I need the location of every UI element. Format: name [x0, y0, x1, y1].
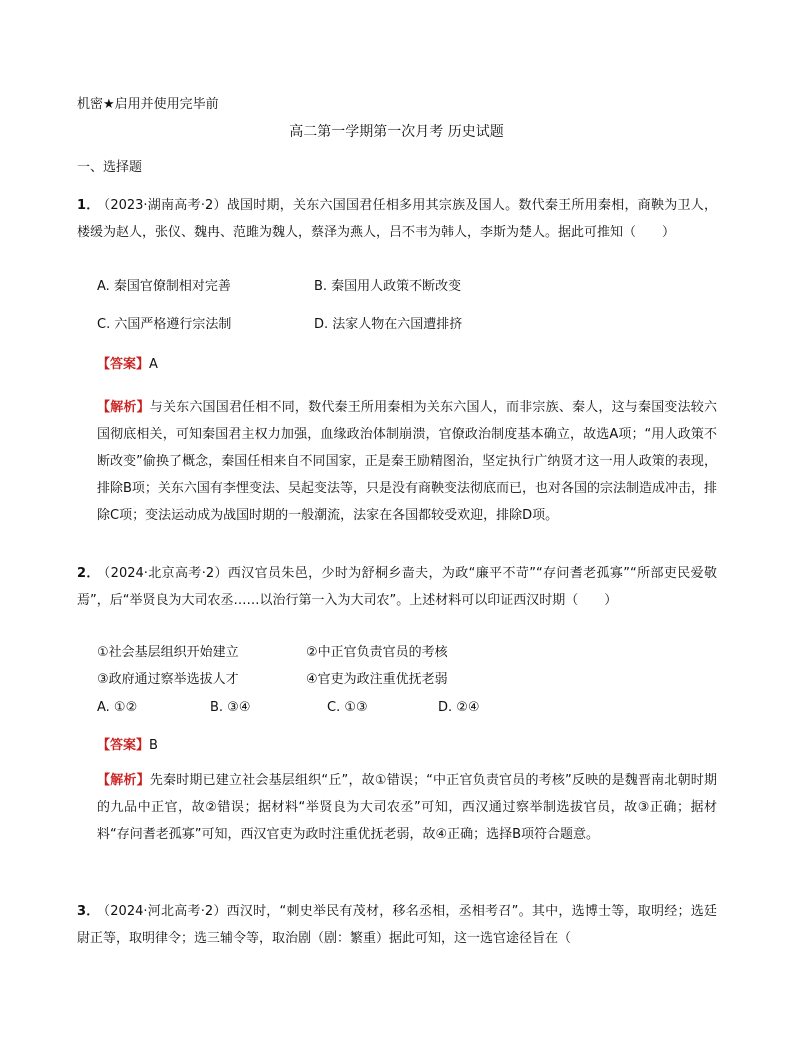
option-a[interactable]: A. 秦国官僚制相对完善 — [97, 279, 231, 294]
question-text: （2024·北京高考·2）西汉官员朱邑，少时为舒桐乡啬夫，为政“廉平不苛”“存问耆老孤寡”“所部吏民爱敬焉”，后“举贤良为大司农丞……以治行第一入为大司农”。上述材料可以印证西汉时期（ ） — [77, 566, 718, 608]
analysis-text: 先秦时期已建立社会基层组织“丘”，故①错误；“中正官负责官员的考核”反映的是魏晋南北朝时期的九品中正官，故②错误；据材料“举贤良为大司农丞”可知，西汉通过察举制选拔官员，故③正确；据材料“存问耆老孤寡”可知，西汉官吏为政时注重优抚老弱，故④正确；选择B项符合题意。 — [97, 773, 717, 842]
analysis-block — [77, 767, 717, 848]
question-text: （2023·湖南高考·2）战国时期，关东六国国君任相多用其宗族及国人。数代秦王所用秦相，商鞅为卫人，楼缓为赵人，张仪、魏冉、范雎为魏人，蔡泽为燕人，吕不韦为韩人，李斯为楚人。据此可推知（ ） — [77, 198, 717, 240]
answer-line — [97, 736, 158, 756]
question-text: （2024·河北高考·2）西汉时，“刺史举民有茂材，移名丞相，丞相考召”。其中，选博士等，取明经；选廷尉正等，取明律令；选三辅令等，取治剧（剧：繁重）据此可知，这一选官途径旨在（ — [77, 904, 717, 946]
statement-4: ④官吏为政注重优抚老弱 — [306, 672, 448, 687]
analysis-text: 与关东六国国君任相不同，数代秦王所用秦相为关东六国人，而非宗族、秦人，这与秦国变法较六国彻底相关，可知秦国君主权力加强，血缘政治体制崩溃，官僚政治制度基本确立，故选A项；“用人政策不断改变”偷换了概念，秦国任相来自不同国家，正是秦王励精图治，坚定执行广纳贤才这一用人政策的表现，排除B项；关东六国有李悝变法、吴起变法等，只是没有商鞅变法彻底而已，也对各国的宗法制造成冲击，排除C项；变法运动成为战国时期的一般潮流，法家在各国都较受欢迎，排除D项。 — [97, 400, 717, 523]
option-d[interactable]: D. ②④ — [438, 700, 480, 715]
option-c[interactable]: C. ①③ — [327, 700, 368, 715]
option-b[interactable]: B. 秦国用人政策不断改变 — [314, 279, 462, 294]
option-c[interactable]: C. 六国严格遵行宗法制 — [97, 317, 232, 332]
statement-1: ①社会基层组织开始建立 — [97, 645, 239, 660]
section-heading: 一、选择题 — [77, 160, 143, 175]
answer-label: 【答案】 — [97, 738, 150, 753]
statement-2: ②中正官负责官员的考核 — [306, 645, 448, 660]
answer-line — [97, 355, 158, 375]
analysis-label: 【解析】 — [97, 773, 150, 788]
question-number: 2． — [77, 566, 100, 581]
answer-label: 【答案】 — [97, 357, 150, 372]
question-number: 3． — [77, 904, 100, 919]
statement-3: ③政府通过察举选拔人才 — [97, 672, 239, 687]
option-b[interactable]: B. ③④ — [210, 700, 251, 715]
answer-value: A — [149, 357, 158, 372]
question-2 — [77, 560, 717, 614]
confidential-header: 机密★启用并使用完毕前 — [77, 97, 219, 112]
question-3 — [77, 898, 717, 952]
answer-value: B — [149, 738, 158, 753]
analysis-label: 【解析】 — [97, 400, 150, 415]
analysis-block — [77, 394, 717, 529]
option-a[interactable]: A. ①② — [97, 700, 138, 715]
question-1 — [77, 192, 717, 246]
option-d[interactable]: D. 法家人物在六国遭排挤 — [314, 317, 463, 332]
question-number: 1． — [77, 198, 100, 213]
exam-title: 高二第一学期第一次月考 历史试题 — [289, 124, 504, 140]
